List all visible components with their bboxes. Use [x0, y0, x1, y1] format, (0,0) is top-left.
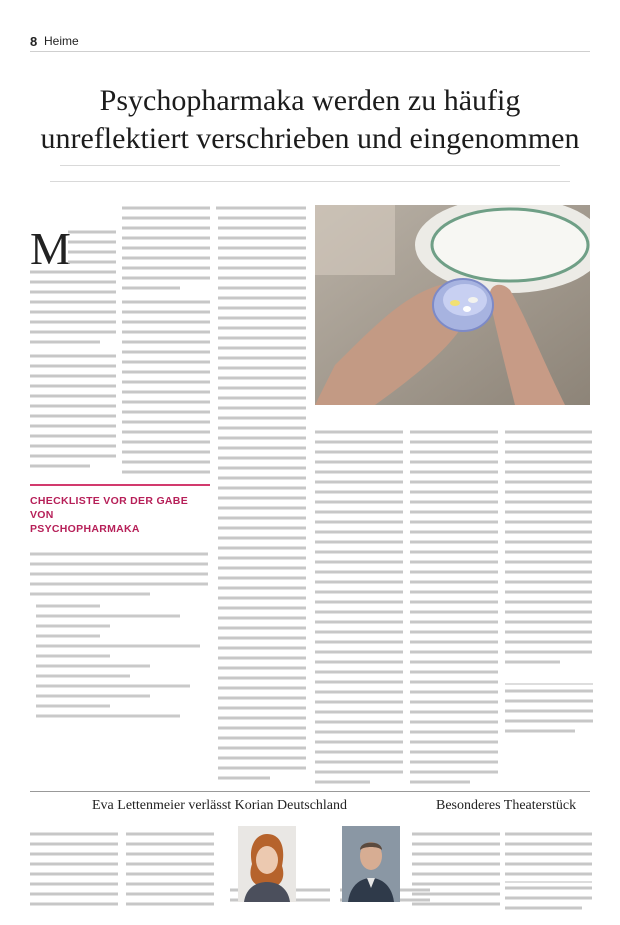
main-headline [30, 82, 590, 158]
side-note [505, 683, 595, 743]
checklist-title-line-2: PSYCHOPHARMAKA [30, 523, 140, 535]
news-headline-lettenmeier: Eva Lettenmeier verlässt Korian Deutschland [92, 798, 348, 813]
article-photo [315, 205, 590, 405]
headline-line-2: unreflektiert verschrieben und eingenommen [40, 122, 580, 155]
article-column-1 [30, 228, 118, 473]
checklist-title [30, 494, 210, 536]
news-text-theater [412, 830, 592, 910]
pills-hands-illustration [315, 205, 590, 405]
portrait-man [342, 826, 400, 902]
article-deck [30, 157, 590, 182]
news-headline-theater: Besonderes Theaterstück [436, 798, 577, 813]
checklist-items [30, 550, 208, 790]
checklist-box [30, 484, 210, 784]
page-number: 8 [30, 34, 38, 49]
checklist-title-line-1: CHECKLISTE VOR DER GABE VON [30, 495, 188, 521]
page-header [30, 32, 590, 52]
section-title: Heime [44, 34, 79, 48]
portrait-woman [238, 826, 296, 902]
drop-cap: M [30, 228, 71, 274]
headline-line-1: Psychopharmaka werden zu häufig [99, 84, 521, 117]
section-divider [30, 791, 590, 792]
